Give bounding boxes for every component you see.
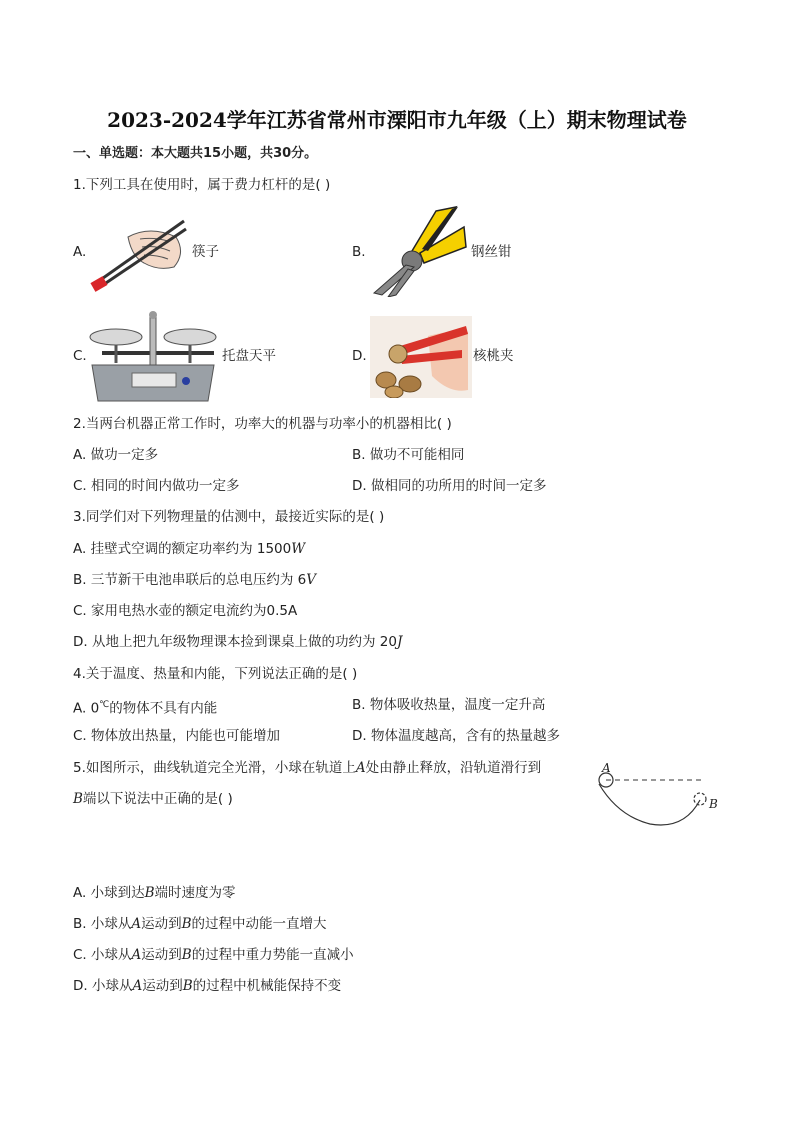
q1-option-a-text: 筷子 [192,244,219,260]
q1-option-b-label: B. [352,244,366,260]
q1-option-c-text: 托盘天平 [222,348,276,364]
q3-option-d: D. 从地上把九年级物理课本捡到课桌上做的功约为 20J [73,634,403,650]
q1-stem: 1.下列工具在使用时，属于费力杠杆的是( ) [73,177,331,193]
q1-option-a-label: A. [73,244,87,260]
q5-option-c: C. 小球从A运动到B的过程中重力势能一直减小 [73,947,354,963]
q5-stem-line1: 5.如图所示，曲线轨道完全光滑，小球在轨道上A处由静止释放，沿轨道滑行到 [73,760,542,776]
q1-option-c-label: C. [73,348,87,364]
q1-option-d-label: D. [352,348,367,364]
q5-option-b: B. 小球从A运动到B的过程中动能一直增大 [73,916,327,932]
q3-option-a: A. 挂壁式空调的额定功率约为 1500W [73,541,306,557]
chopsticks-image [88,207,188,293]
q1-option-d-text: 核桃夹 [473,348,514,364]
q3-option-b: B. 三节新干电池串联后的总电压约为 6V [73,572,316,588]
q5-stem-line2: B端以下说法中正确的是( ) [73,791,233,807]
figure-label-a: A [602,761,611,775]
nutcracker-image [370,316,472,398]
ball-at-b [694,793,706,805]
section-heading: 一、单选题：本大题共15小题，共30分。 [73,146,318,161]
q4-option-a: A. 0℃的物体不具有内能 [73,700,218,717]
pliers-image [368,205,468,297]
q2-option-b: B. 做功不可能相同 [352,447,465,463]
q2-option-a: A. 做功一定多 [73,447,159,463]
q3-stem: 3.同学们对下列物理量的估测中，最接近实际的是( ) [73,509,385,525]
q2-option-d: D. 做相同的功所用的时间一定多 [352,478,547,494]
q3-option-c: C. 家用电热水壶的额定电流约为0.5A [73,603,298,619]
q2-option-c: C. 相同的时间内做功一定多 [73,478,240,494]
balance-scale-image [86,307,218,403]
q4-option-d: D. 物体温度越高，含有的热量越多 [352,728,560,744]
page-title: 2023-2024学年江苏省常州市溧阳市九年级（上）期末物理试卷 [107,108,687,132]
q4-option-c: C. 物体放出热量，内能也可能增加 [73,728,281,744]
q4-stem: 4.关于温度、热量和内能，下列说法正确的是( ) [73,666,358,682]
q5-option-a: A. 小球到达B端时速度为零 [73,885,236,901]
figure-label-b: B [709,797,718,811]
q4-option-b: B. 物体吸收热量，温度一定升高 [352,697,546,713]
q2-stem: 2.当两台机器正常工作时，功率大的机器与功率小的机器相比( ) [73,416,452,432]
track-figure [588,758,728,834]
q5-option-d: D. 小球从A运动到B的过程中机械能保持不变 [73,978,342,994]
q1-option-b-text: 钢丝钳 [471,244,512,260]
